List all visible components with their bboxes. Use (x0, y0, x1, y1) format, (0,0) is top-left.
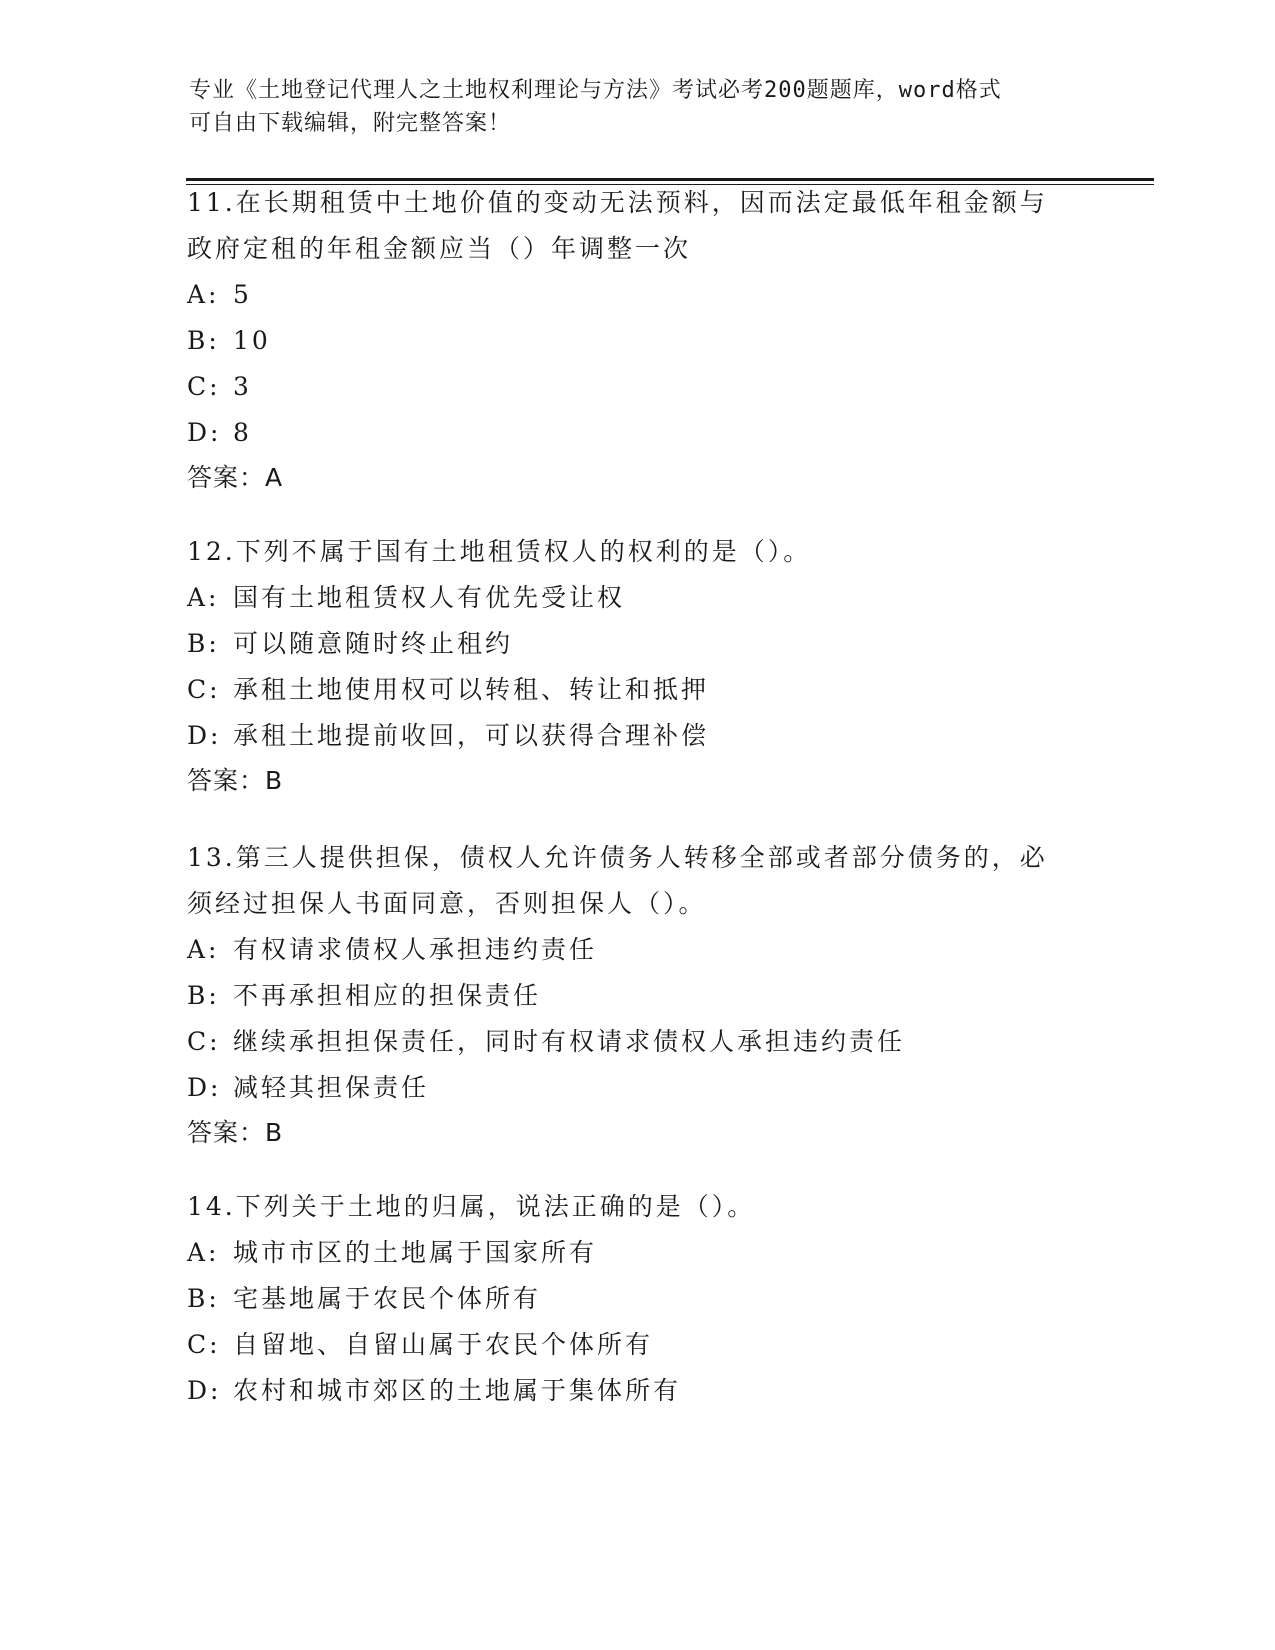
stem-line: 政府定租的年租金额应当（）年调整一次 (187, 234, 692, 263)
option-text: 可以随意随时终止租约 (233, 629, 514, 658)
option-letter: B: (187, 629, 220, 658)
option-text: 农村和城市郊区的土地属于集体所有 (233, 1376, 682, 1405)
question-12 (187, 529, 1127, 803)
option-text: 城市市区的土地属于国家所有 (233, 1238, 598, 1267)
option-c (187, 667, 1127, 713)
option-b (187, 1276, 1127, 1322)
option-letter: A: (187, 1238, 220, 1267)
option-text: 继续承担担保责任，同时有权请求债权人承担违约责任 (233, 1027, 906, 1056)
question-11 (187, 180, 1127, 500)
stem-line: 13.第三人提供担保，债权人允许债务人转移全部或者部分债务的，必 (187, 843, 1048, 872)
option-letter: B: (187, 981, 220, 1010)
option-letter: C: (187, 1330, 221, 1359)
option-b (187, 318, 1127, 364)
stem-line: 14.下列关于土地的归属，说法正确的是（）。 (187, 1192, 756, 1221)
question-stem (187, 180, 1127, 272)
option-text: 不再承担相应的担保责任 (233, 981, 542, 1010)
question-stem (187, 1184, 1127, 1230)
option-a (187, 575, 1127, 621)
option-a (187, 272, 1127, 318)
option-d (187, 1368, 1127, 1414)
option-letter: B: (187, 1284, 220, 1313)
option-letter: C: (187, 1027, 221, 1056)
option-d (187, 713, 1127, 759)
option-letter: A: (187, 935, 220, 964)
answer-line: 答案：B (187, 766, 284, 795)
question-stem (187, 835, 1127, 927)
question-13 (187, 835, 1127, 1155)
option-text: 有权请求债权人承担违约责任 (233, 935, 598, 964)
option-text: 国有土地租赁权人有优先受让权 (233, 583, 626, 612)
option-letter: A: (187, 280, 220, 309)
option-text: 8 (233, 418, 252, 447)
header-line-2: 可自由下载编辑，附完整答案！ (189, 111, 512, 136)
question-14 (187, 1184, 1127, 1414)
option-letter: D: (187, 721, 222, 750)
stem-line: 须经过担保人书面同意，否则担保人（）。 (187, 889, 707, 918)
option-text: 自留地、自留山属于农民个体所有 (233, 1330, 654, 1359)
option-b (187, 621, 1127, 667)
option-d (187, 1065, 1127, 1111)
option-text: 承租土地使用权可以转租、转让和抵押 (233, 675, 710, 704)
option-letter: C: (187, 372, 221, 401)
option-a (187, 1230, 1127, 1276)
option-text: 10 (233, 326, 271, 355)
option-letter: C: (187, 675, 221, 704)
answer-line: 答案：A (187, 463, 284, 492)
option-c (187, 364, 1127, 410)
option-text: 5 (233, 280, 252, 309)
option-letter: B: (187, 326, 220, 355)
option-c (187, 1322, 1127, 1368)
option-letter: D: (187, 1073, 222, 1102)
option-text: 承租土地提前收回，可以获得合理补偿 (233, 721, 710, 750)
option-text: 减轻其担保责任 (233, 1073, 430, 1102)
option-text: 3 (233, 372, 252, 401)
stem-line: 11.在长期租赁中土地价值的变动无法预料，因而法定最低年租金额与 (187, 188, 1048, 217)
option-b (187, 973, 1127, 1019)
question-stem (187, 529, 1127, 575)
answer-line: 答案：B (187, 1118, 284, 1147)
option-c (187, 1019, 1127, 1065)
header-line-1: 专业《土地登记代理人之土地权利理论与方法》考试必考200题题库，word格式 (189, 78, 1002, 103)
option-letter: D: (187, 1376, 222, 1405)
option-letter: A: (187, 583, 220, 612)
document-header (189, 74, 1089, 140)
option-a (187, 927, 1127, 973)
stem-line: 12.下列不属于国有土地租赁权人的权利的是（）。 (187, 537, 812, 566)
option-letter: D: (187, 418, 222, 447)
option-d (187, 410, 1127, 456)
option-text: 宅基地属于农民个体所有 (233, 1284, 542, 1313)
